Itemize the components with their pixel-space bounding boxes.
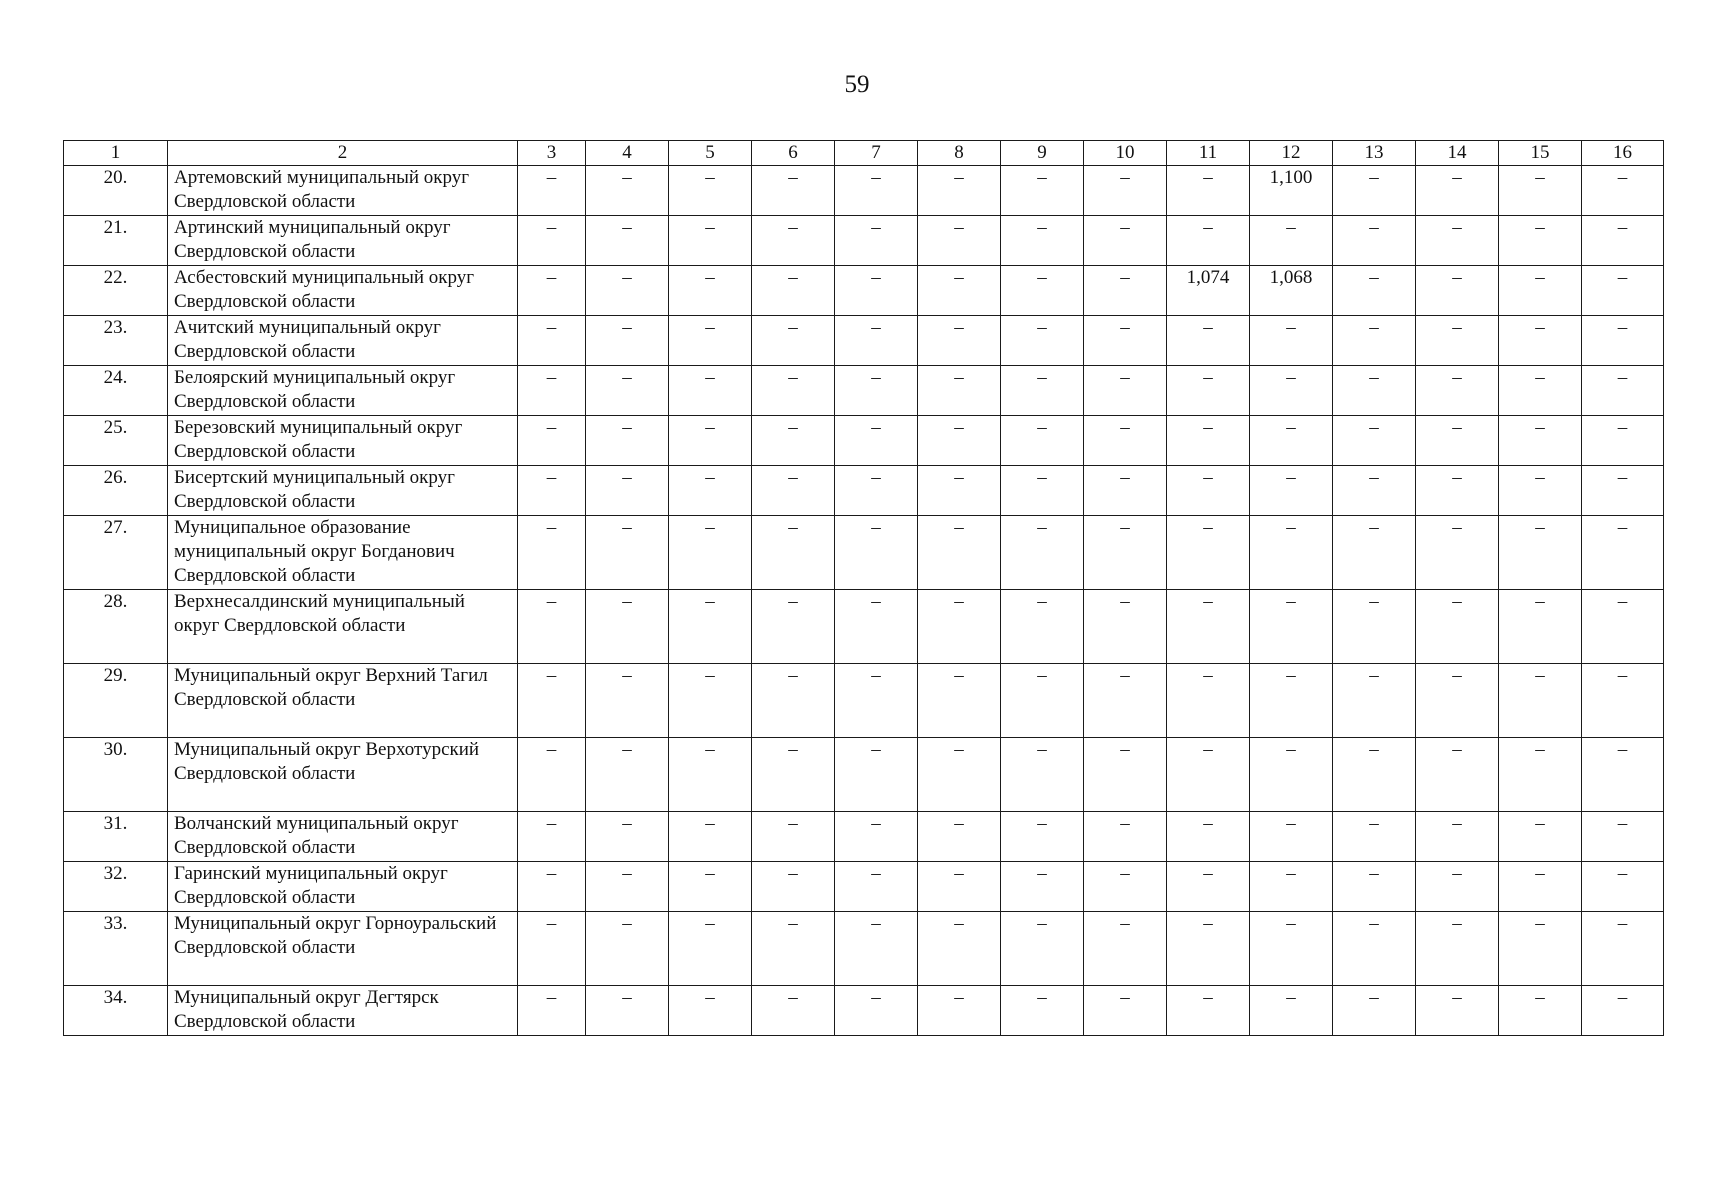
table-row bbox=[64, 216, 1664, 266]
value-cell-col-14: – bbox=[1416, 516, 1499, 590]
value-cell-col-11: – bbox=[1167, 590, 1250, 664]
value-cell-col-13: – bbox=[1333, 664, 1416, 738]
value-cell-col-11: 1,074 bbox=[1167, 266, 1250, 316]
value-cell-col-5: – bbox=[669, 812, 752, 862]
value-cell-col-10: – bbox=[1084, 812, 1167, 862]
value-cell-col-15: – bbox=[1499, 166, 1582, 216]
value-cell-col-16: – bbox=[1582, 466, 1664, 516]
value-cell-col-7: – bbox=[835, 466, 918, 516]
value-cell-col-16: – bbox=[1582, 590, 1664, 664]
value-cell-col-14: – bbox=[1416, 590, 1499, 664]
column-header-13: 13 bbox=[1333, 141, 1416, 166]
value-cell-col-4: – bbox=[586, 216, 669, 266]
value-cell-col-8: – bbox=[918, 738, 1001, 812]
value-cell-col-4: – bbox=[586, 516, 669, 590]
value-cell-col-13: – bbox=[1333, 912, 1416, 986]
value-cell-col-12: – bbox=[1250, 664, 1333, 738]
column-header-8: 8 bbox=[918, 141, 1001, 166]
municipality-name: Муниципальный округ Верхний Тагил Свердловской области bbox=[168, 664, 518, 738]
page-number: 59 bbox=[844, 71, 870, 98]
value-cell-col-16: – bbox=[1582, 516, 1664, 590]
municipality-name: Ачитский муниципальный округ Свердловской области bbox=[168, 316, 518, 366]
row-number: 32. bbox=[64, 862, 168, 912]
value-cell-col-3: – bbox=[518, 986, 586, 1036]
value-cell-col-4: – bbox=[586, 166, 669, 216]
value-cell-col-13: – bbox=[1333, 366, 1416, 416]
value-cell-col-15: – bbox=[1499, 216, 1582, 266]
value-cell-col-12: – bbox=[1250, 590, 1333, 664]
column-header-9: 9 bbox=[1001, 141, 1084, 166]
value-cell-col-13: – bbox=[1333, 266, 1416, 316]
value-cell-col-6: – bbox=[752, 862, 835, 912]
data-table bbox=[63, 140, 1664, 1036]
value-cell-col-6: – bbox=[752, 366, 835, 416]
value-cell-col-16: – bbox=[1582, 664, 1664, 738]
value-cell-col-7: – bbox=[835, 862, 918, 912]
value-cell-col-10: – bbox=[1084, 216, 1167, 266]
value-cell-col-9: – bbox=[1001, 166, 1084, 216]
value-cell-col-12: – bbox=[1250, 366, 1333, 416]
value-cell-col-5: – bbox=[669, 266, 752, 316]
row-number: 29. bbox=[64, 664, 168, 738]
value-cell-col-9: – bbox=[1001, 316, 1084, 366]
value-cell-col-7: – bbox=[835, 316, 918, 366]
value-cell-col-10: – bbox=[1084, 862, 1167, 912]
value-cell-col-4: – bbox=[586, 590, 669, 664]
value-cell-col-3: – bbox=[518, 862, 586, 912]
value-cell-col-11: – bbox=[1167, 862, 1250, 912]
value-cell-col-10: – bbox=[1084, 516, 1167, 590]
value-cell-col-16: – bbox=[1582, 416, 1664, 466]
value-cell-col-14: – bbox=[1416, 166, 1499, 216]
value-cell-col-10: – bbox=[1084, 466, 1167, 516]
value-cell-col-11: – bbox=[1167, 216, 1250, 266]
table-row bbox=[64, 466, 1664, 516]
value-cell-col-10: – bbox=[1084, 664, 1167, 738]
value-cell-col-7: – bbox=[835, 416, 918, 466]
value-cell-col-3: – bbox=[518, 416, 586, 466]
value-cell-col-6: – bbox=[752, 664, 835, 738]
table-row bbox=[64, 516, 1664, 590]
value-cell-col-11: – bbox=[1167, 664, 1250, 738]
value-cell-col-11: – bbox=[1167, 738, 1250, 812]
value-cell-col-14: – bbox=[1416, 466, 1499, 516]
municipality-name: Верхнесалдинский муниципальный округ Свердловской области bbox=[168, 590, 518, 664]
value-cell-col-5: – bbox=[669, 316, 752, 366]
table-row bbox=[64, 986, 1664, 1036]
value-cell-col-11: – bbox=[1167, 516, 1250, 590]
value-cell-col-9: – bbox=[1001, 986, 1084, 1036]
value-cell-col-15: – bbox=[1499, 664, 1582, 738]
value-cell-col-14: – bbox=[1416, 738, 1499, 812]
value-cell-col-4: – bbox=[586, 812, 669, 862]
row-number: 34. bbox=[64, 986, 168, 1036]
column-header-14: 14 bbox=[1416, 141, 1499, 166]
value-cell-col-7: – bbox=[835, 986, 918, 1036]
value-cell-col-5: – bbox=[669, 986, 752, 1036]
value-cell-col-10: – bbox=[1084, 912, 1167, 986]
value-cell-col-8: – bbox=[918, 316, 1001, 366]
value-cell-col-6: – bbox=[752, 416, 835, 466]
value-cell-col-3: – bbox=[518, 266, 586, 316]
value-cell-col-16: – bbox=[1582, 986, 1664, 1036]
value-cell-col-4: – bbox=[586, 266, 669, 316]
value-cell-col-12: – bbox=[1250, 986, 1333, 1036]
value-cell-col-9: – bbox=[1001, 738, 1084, 812]
value-cell-col-8: – bbox=[918, 166, 1001, 216]
municipality-name: Артемовский муниципальный округ Свердловской области bbox=[168, 166, 518, 216]
column-header-7: 7 bbox=[835, 141, 918, 166]
value-cell-col-5: – bbox=[669, 166, 752, 216]
value-cell-col-4: – bbox=[586, 738, 669, 812]
value-cell-col-13: – bbox=[1333, 316, 1416, 366]
value-cell-col-6: – bbox=[752, 466, 835, 516]
value-cell-col-16: – bbox=[1582, 316, 1664, 366]
column-header-5: 5 bbox=[669, 141, 752, 166]
value-cell-col-15: – bbox=[1499, 416, 1582, 466]
row-number: 31. bbox=[64, 812, 168, 862]
value-cell-col-6: – bbox=[752, 316, 835, 366]
municipality-name: Гаринский муниципальный округ Свердловской области bbox=[168, 862, 518, 912]
value-cell-col-7: – bbox=[835, 366, 918, 416]
value-cell-col-13: – bbox=[1333, 738, 1416, 812]
value-cell-col-10: – bbox=[1084, 416, 1167, 466]
value-cell-col-12: 1,100 bbox=[1250, 166, 1333, 216]
value-cell-col-8: – bbox=[918, 466, 1001, 516]
value-cell-col-15: – bbox=[1499, 366, 1582, 416]
value-cell-col-15: – bbox=[1499, 986, 1582, 1036]
value-cell-col-5: – bbox=[669, 466, 752, 516]
value-cell-col-3: – bbox=[518, 316, 586, 366]
table-header bbox=[64, 141, 1664, 166]
table-row bbox=[64, 664, 1664, 738]
value-cell-col-8: – bbox=[918, 812, 1001, 862]
value-cell-col-7: – bbox=[835, 166, 918, 216]
value-cell-col-8: – bbox=[918, 416, 1001, 466]
value-cell-col-8: – bbox=[918, 266, 1001, 316]
value-cell-col-5: – bbox=[669, 366, 752, 416]
value-cell-col-15: – bbox=[1499, 466, 1582, 516]
table-row bbox=[64, 738, 1664, 812]
value-cell-col-9: – bbox=[1001, 590, 1084, 664]
value-cell-col-11: – bbox=[1167, 912, 1250, 986]
header-row bbox=[64, 141, 1664, 166]
value-cell-col-5: – bbox=[669, 912, 752, 986]
column-header-10: 10 bbox=[1084, 141, 1167, 166]
value-cell-col-3: – bbox=[518, 590, 586, 664]
value-cell-col-14: – bbox=[1416, 986, 1499, 1036]
municipality-name: Муниципальный округ Горноуральский Свердловской области bbox=[168, 912, 518, 986]
column-header-3: 3 bbox=[518, 141, 586, 166]
value-cell-col-11: – bbox=[1167, 166, 1250, 216]
value-cell-col-9: – bbox=[1001, 366, 1084, 416]
value-cell-col-3: – bbox=[518, 166, 586, 216]
value-cell-col-16: – bbox=[1582, 812, 1664, 862]
table-row bbox=[64, 912, 1664, 986]
value-cell-col-3: – bbox=[518, 738, 586, 812]
table-row bbox=[64, 316, 1664, 366]
table-row bbox=[64, 812, 1664, 862]
column-header-2: 2 bbox=[168, 141, 518, 166]
value-cell-col-16: – bbox=[1582, 166, 1664, 216]
value-cell-col-13: – bbox=[1333, 986, 1416, 1036]
value-cell-col-14: – bbox=[1416, 664, 1499, 738]
value-cell-col-9: – bbox=[1001, 664, 1084, 738]
value-cell-col-11: – bbox=[1167, 316, 1250, 366]
value-cell-col-13: – bbox=[1333, 166, 1416, 216]
value-cell-col-13: – bbox=[1333, 466, 1416, 516]
row-number: 20. bbox=[64, 166, 168, 216]
value-cell-col-5: – bbox=[669, 216, 752, 266]
value-cell-col-11: – bbox=[1167, 466, 1250, 516]
row-number: 22. bbox=[64, 266, 168, 316]
value-cell-col-5: – bbox=[669, 416, 752, 466]
value-cell-col-12: – bbox=[1250, 316, 1333, 366]
value-cell-col-3: – bbox=[518, 216, 586, 266]
value-cell-col-15: – bbox=[1499, 590, 1582, 664]
value-cell-col-8: – bbox=[918, 862, 1001, 912]
value-cell-col-14: – bbox=[1416, 366, 1499, 416]
value-cell-col-14: – bbox=[1416, 216, 1499, 266]
municipality-name: Бисертский муниципальный округ Свердловской области bbox=[168, 466, 518, 516]
value-cell-col-16: – bbox=[1582, 738, 1664, 812]
value-cell-col-10: – bbox=[1084, 316, 1167, 366]
municipality-name: Асбестовский муниципальный округ Свердловской области bbox=[168, 266, 518, 316]
value-cell-col-6: – bbox=[752, 590, 835, 664]
table-row bbox=[64, 416, 1664, 466]
value-cell-col-12: – bbox=[1250, 466, 1333, 516]
value-cell-col-11: – bbox=[1167, 416, 1250, 466]
value-cell-col-6: – bbox=[752, 986, 835, 1036]
municipality-name: Волчанский муниципальный округ Свердловской области bbox=[168, 812, 518, 862]
municipality-name: Муниципальное образование муниципальный округ Богданович Свердловской области bbox=[168, 516, 518, 590]
value-cell-col-14: – bbox=[1416, 912, 1499, 986]
value-cell-col-7: – bbox=[835, 664, 918, 738]
value-cell-col-16: – bbox=[1582, 366, 1664, 416]
value-cell-col-11: – bbox=[1167, 986, 1250, 1036]
row-number: 26. bbox=[64, 466, 168, 516]
value-cell-col-4: – bbox=[586, 664, 669, 738]
value-cell-col-10: – bbox=[1084, 166, 1167, 216]
municipality-name: Белоярский муниципальный округ Свердловской области bbox=[168, 366, 518, 416]
value-cell-col-6: – bbox=[752, 266, 835, 316]
value-cell-col-8: – bbox=[918, 590, 1001, 664]
column-header-16: 16 bbox=[1582, 141, 1664, 166]
value-cell-col-12: – bbox=[1250, 516, 1333, 590]
value-cell-col-11: – bbox=[1167, 366, 1250, 416]
municipality-name: Муниципальный округ Верхотурский Свердловской области bbox=[168, 738, 518, 812]
value-cell-col-6: – bbox=[752, 738, 835, 812]
value-cell-col-4: – bbox=[586, 416, 669, 466]
value-cell-col-12: – bbox=[1250, 812, 1333, 862]
value-cell-col-14: – bbox=[1416, 812, 1499, 862]
value-cell-col-16: – bbox=[1582, 912, 1664, 986]
row-number: 24. bbox=[64, 366, 168, 416]
row-number: 33. bbox=[64, 912, 168, 986]
column-header-4: 4 bbox=[586, 141, 669, 166]
value-cell-col-6: – bbox=[752, 216, 835, 266]
value-cell-col-6: – bbox=[752, 912, 835, 986]
value-cell-col-11: – bbox=[1167, 812, 1250, 862]
value-cell-col-7: – bbox=[835, 812, 918, 862]
value-cell-col-12: – bbox=[1250, 912, 1333, 986]
value-cell-col-6: – bbox=[752, 516, 835, 590]
row-number: 25. bbox=[64, 416, 168, 466]
value-cell-col-5: – bbox=[669, 738, 752, 812]
table-row bbox=[64, 366, 1664, 416]
value-cell-col-3: – bbox=[518, 912, 586, 986]
value-cell-col-8: – bbox=[918, 664, 1001, 738]
value-cell-col-9: – bbox=[1001, 862, 1084, 912]
value-cell-col-7: – bbox=[835, 590, 918, 664]
value-cell-col-15: – bbox=[1499, 812, 1582, 862]
value-cell-col-15: – bbox=[1499, 738, 1582, 812]
value-cell-col-3: – bbox=[518, 812, 586, 862]
value-cell-col-16: – bbox=[1582, 266, 1664, 316]
value-cell-col-13: – bbox=[1333, 416, 1416, 466]
row-number: 21. bbox=[64, 216, 168, 266]
value-cell-col-16: – bbox=[1582, 216, 1664, 266]
value-cell-col-12: – bbox=[1250, 862, 1333, 912]
value-cell-col-16: – bbox=[1582, 862, 1664, 912]
row-number: 28. bbox=[64, 590, 168, 664]
value-cell-col-12: – bbox=[1250, 416, 1333, 466]
row-number: 23. bbox=[64, 316, 168, 366]
value-cell-col-7: – bbox=[835, 266, 918, 316]
value-cell-col-12: – bbox=[1250, 216, 1333, 266]
value-cell-col-13: – bbox=[1333, 862, 1416, 912]
table-row bbox=[64, 862, 1664, 912]
value-cell-col-3: – bbox=[518, 366, 586, 416]
value-cell-col-10: – bbox=[1084, 986, 1167, 1036]
value-cell-col-5: – bbox=[669, 862, 752, 912]
value-cell-col-13: – bbox=[1333, 812, 1416, 862]
value-cell-col-9: – bbox=[1001, 266, 1084, 316]
value-cell-col-3: – bbox=[518, 664, 586, 738]
column-header-6: 6 bbox=[752, 141, 835, 166]
column-header-11: 11 bbox=[1167, 141, 1250, 166]
value-cell-col-8: – bbox=[918, 986, 1001, 1036]
row-number: 30. bbox=[64, 738, 168, 812]
value-cell-col-9: – bbox=[1001, 216, 1084, 266]
value-cell-col-7: – bbox=[835, 216, 918, 266]
value-cell-col-12: 1,068 bbox=[1250, 266, 1333, 316]
value-cell-col-6: – bbox=[752, 166, 835, 216]
value-cell-col-10: – bbox=[1084, 590, 1167, 664]
value-cell-col-8: – bbox=[918, 912, 1001, 986]
table-row bbox=[64, 266, 1664, 316]
value-cell-col-14: – bbox=[1416, 266, 1499, 316]
value-cell-col-13: – bbox=[1333, 516, 1416, 590]
value-cell-col-3: – bbox=[518, 466, 586, 516]
value-cell-col-14: – bbox=[1416, 862, 1499, 912]
table-body bbox=[64, 166, 1664, 1036]
value-cell-col-4: – bbox=[586, 986, 669, 1036]
table-row bbox=[64, 590, 1664, 664]
value-cell-col-10: – bbox=[1084, 366, 1167, 416]
municipality-name: Муниципальный округ Дегтярск Свердловской области bbox=[168, 986, 518, 1036]
value-cell-col-4: – bbox=[586, 316, 669, 366]
value-cell-col-9: – bbox=[1001, 812, 1084, 862]
value-cell-col-6: – bbox=[752, 812, 835, 862]
row-number: 27. bbox=[64, 516, 168, 590]
value-cell-col-13: – bbox=[1333, 590, 1416, 664]
value-cell-col-15: – bbox=[1499, 862, 1582, 912]
value-cell-col-9: – bbox=[1001, 416, 1084, 466]
value-cell-col-4: – bbox=[586, 912, 669, 986]
value-cell-col-14: – bbox=[1416, 316, 1499, 366]
value-cell-col-5: – bbox=[669, 516, 752, 590]
value-cell-col-4: – bbox=[586, 466, 669, 516]
value-cell-col-8: – bbox=[918, 516, 1001, 590]
table-row bbox=[64, 166, 1664, 216]
value-cell-col-7: – bbox=[835, 738, 918, 812]
value-cell-col-12: – bbox=[1250, 738, 1333, 812]
value-cell-col-10: – bbox=[1084, 738, 1167, 812]
value-cell-col-13: – bbox=[1333, 216, 1416, 266]
column-header-12: 12 bbox=[1250, 141, 1333, 166]
municipality-name: Артинский муниципальный округ Свердловской области bbox=[168, 216, 518, 266]
value-cell-col-8: – bbox=[918, 216, 1001, 266]
value-cell-col-7: – bbox=[835, 516, 918, 590]
value-cell-col-15: – bbox=[1499, 266, 1582, 316]
value-cell-col-9: – bbox=[1001, 516, 1084, 590]
value-cell-col-5: – bbox=[669, 590, 752, 664]
value-cell-col-9: – bbox=[1001, 912, 1084, 986]
value-cell-col-15: – bbox=[1499, 516, 1582, 590]
value-cell-col-5: – bbox=[669, 664, 752, 738]
value-cell-col-3: – bbox=[518, 516, 586, 590]
value-cell-col-10: – bbox=[1084, 266, 1167, 316]
value-cell-col-15: – bbox=[1499, 316, 1582, 366]
municipality-name: Березовский муниципальный округ Свердловской области bbox=[168, 416, 518, 466]
value-cell-col-7: – bbox=[835, 912, 918, 986]
value-cell-col-8: – bbox=[918, 366, 1001, 416]
value-cell-col-4: – bbox=[586, 366, 669, 416]
value-cell-col-4: – bbox=[586, 862, 669, 912]
value-cell-col-15: – bbox=[1499, 912, 1582, 986]
value-cell-col-9: – bbox=[1001, 466, 1084, 516]
value-cell-col-14: – bbox=[1416, 416, 1499, 466]
column-header-15: 15 bbox=[1499, 141, 1582, 166]
column-header-1: 1 bbox=[64, 141, 168, 166]
